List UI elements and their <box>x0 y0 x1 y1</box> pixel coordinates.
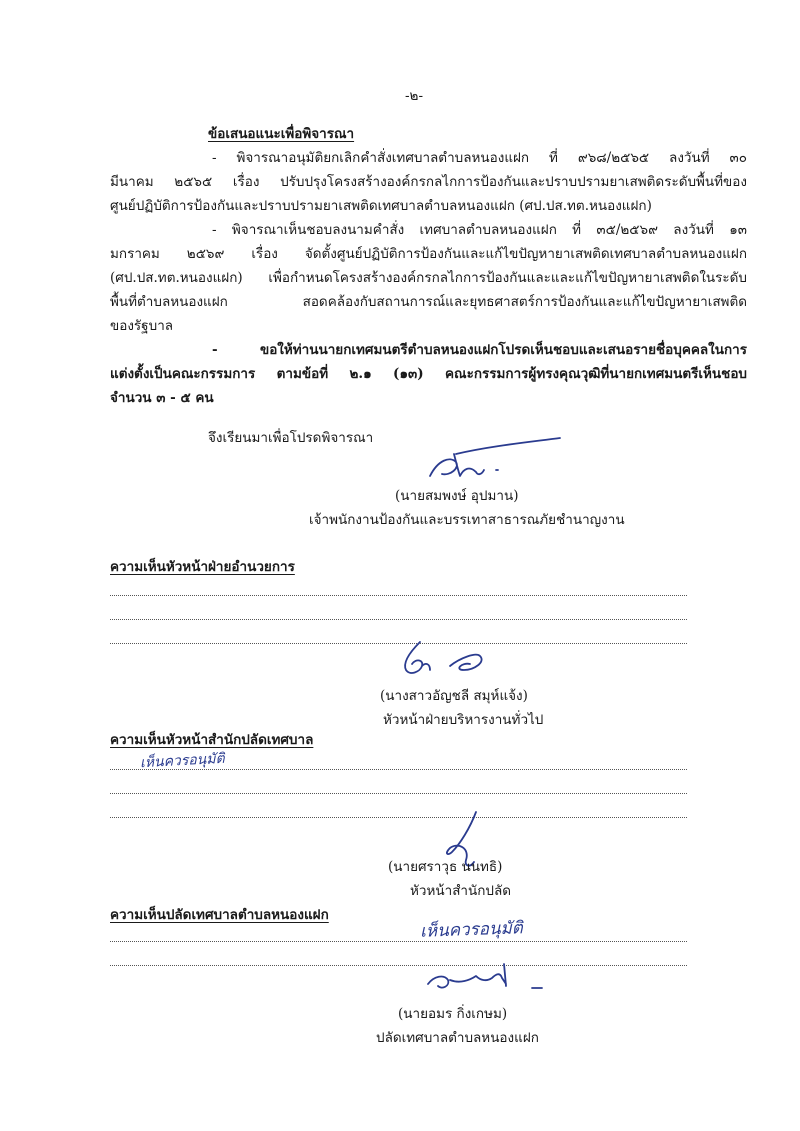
proposal-item2-line3: (ศป.ปส.ทต.หนองแฝก) เพื่อกำหนดโครงสร้างองค์กรกลไกการป้องกันและและแก้ไขปัญหายาเสพติดในระดับ <box>110 270 747 286</box>
comment-line <box>110 941 687 942</box>
proposal-item2-line5: ของรัฐบาล <box>110 318 174 334</box>
comment-line <box>110 793 687 794</box>
comment-line <box>110 769 687 770</box>
office-head-handwritten-comment: เห็นควรอนุมัติ <box>139 750 226 772</box>
municipal-clerk-signer-position: ปลัดเทศบาลตำบลหนองแฝก <box>376 1030 539 1046</box>
admin-head-signer-name: (นางสาวอัญชลี สมุห์แจ้ง) <box>380 688 528 704</box>
admin-head-heading: ความเห็นหัวหน้าฝ่ายอำนวยการ <box>110 559 295 575</box>
proposal-item3-line3: จำนวน ๓ - ๕ คน <box>110 390 214 406</box>
office-head-signer-position: หัวหน้าสำนักปลัด <box>410 883 512 899</box>
admin-head-signer-position: หัวหน้าฝ่ายบริหารงานทั่วไป <box>383 712 544 728</box>
signer1-name: (นายสมพงษ์ อุปมาน) <box>395 488 519 504</box>
municipal-clerk-handwritten-comment: เห็นควรอนุมัติ <box>419 918 524 942</box>
signature-2-icon <box>390 636 520 688</box>
signature-1-icon <box>420 432 570 488</box>
proposal-item2-line4: พื้นที่ตำบลหนองแฝก สอดคล้องกับสถานการณ์และยุทธศาสตร์การป้องกันและแก้ไขปัญหายาเสพติด <box>110 294 747 310</box>
municipal-clerk-heading: ความเห็นปลัดเทศบาลตำบลหนองแฝก <box>110 907 329 923</box>
page-number: -๒- <box>405 88 424 104</box>
signer1-position: เจ้าพนักงานป้องกันและบรรเทาสาธารณภัยชำนาญงาน <box>309 512 625 528</box>
proposal-item1-line1: - พิจารณาอนุมัติยกเลิกคำสั่งเทศบาลตำบลหนองแฝก ที่ ๙๖๘/๒๕๖๕ ลงวันที่ ๓๐ <box>212 150 747 166</box>
municipal-clerk-signer-name: (นายอมร กิ่งเกษม) <box>398 1006 508 1022</box>
proposal-item1-line2: มีนาคม ๒๕๖๕ เรื่อง ปรับปรุงโครงสร้างองค์กรกลไกการป้องกันและปราบปรามยาเสพติดระดับพื้นที่ของ <box>110 174 747 190</box>
proposal-heading: ข้อเสนอแนะเพื่อพิจารณา <box>208 126 355 142</box>
office-head-signer-name: (นายศราวุธ นนทธิ) <box>388 859 503 875</box>
proposal-item3-line2: แต่งตั้งเป็นคณะกรรมการ ตามข้อที่ ๒.๑ (๑๓) คณะกรรมการผู้ทรงคุณวุฒิที่นายกเทศมนตรีเห็นชอบ <box>110 366 747 382</box>
proposal-item2-line1: - พิจารณาเห็นชอบลงนามคำสั่ง เทศบาลตำบลหนองแฝก ที่ ๓๕/๒๕๖๙ ลงวันที่ ๑๓ <box>212 222 747 238</box>
proposal-item2-line2: มกราคม ๒๕๖๙ เรื่อง จัดตั้งศูนย์ปฏิบัติการป้องกันและแก้ไขปัญหายาเสพติดเทศบาลตำบลหนองแฝก <box>110 246 747 262</box>
comment-line <box>110 595 687 596</box>
comment-line <box>110 817 687 818</box>
office-head-heading: ความเห็นหัวหน้าสำนักปลัดเทศบาล <box>110 732 314 748</box>
closing-text: จึงเรียนมาเพื่อโปรดพิจารณา <box>208 430 374 446</box>
proposal-item1-line3: ศูนย์ปฏิบัติการป้องกันและปราบปรามยาเสพติดเทศบาลตำบลหนองแฝก (ศป.ปส.ทต.หนองแฝก) <box>110 198 652 214</box>
proposal-item3-line1: - ขอให้ท่านนายกเทศมนตรีตำบลหนองแฝกโปรดเห็นชอบและเสนอรายชื่อบุคคลในการ <box>212 342 747 358</box>
comment-line <box>110 619 687 620</box>
comment-line <box>110 965 687 966</box>
signature-4-icon <box>420 950 560 1000</box>
